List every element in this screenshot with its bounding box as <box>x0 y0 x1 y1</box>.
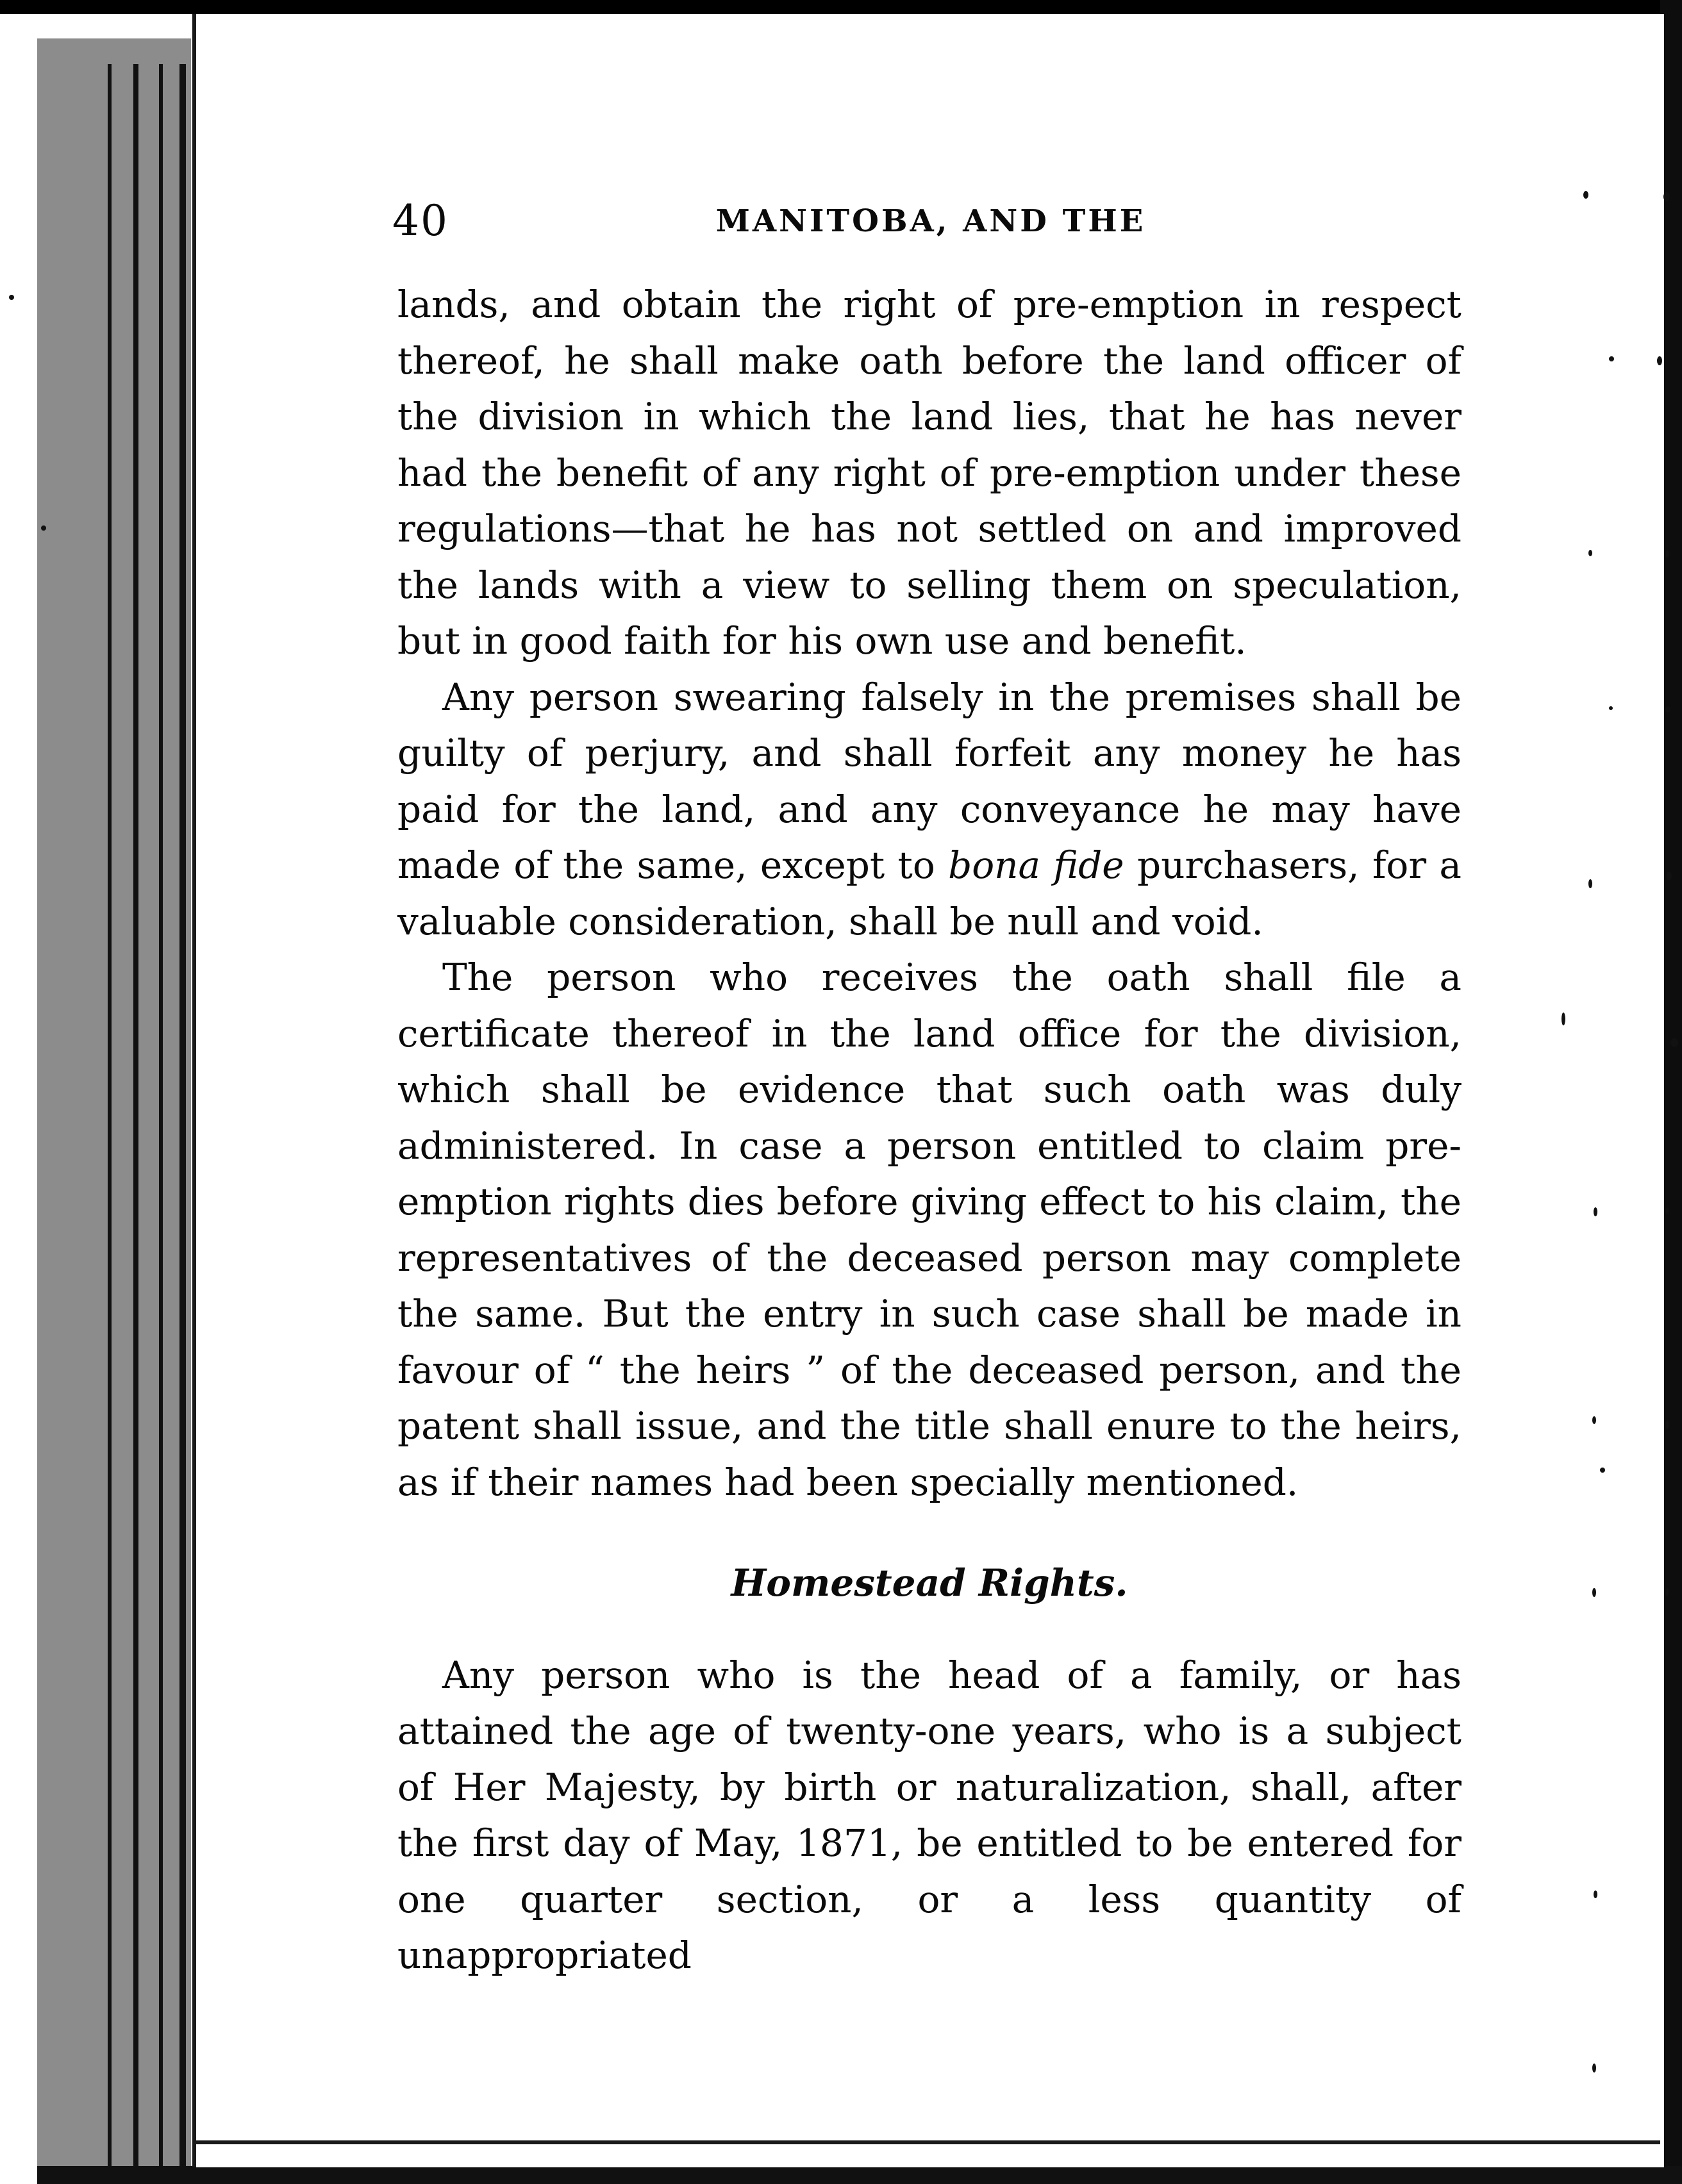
scan-speck <box>1670 1038 1678 1047</box>
section-heading: Homestead Rights. <box>731 1561 1128 1605</box>
scan-speck <box>1592 1588 1596 1597</box>
paragraph: The person who receives the oath shall file a certificate thereof in the land office for the division, which shall be evidence that such oath was duly administered. In case a person entitled to claim pre-emption rights dies before giving effect to his claim, the representatives of the deceased person may complete the same. But the entry in such case shall be made in favour of “ the heirs ” of the deceased person, and the patent shall issue, and the title shall enure to the heirs, as if their names had been specially mentioned. <box>397 956 1461 1504</box>
scan-speck <box>1583 191 1588 199</box>
running-head: MANITOBA, AND THE <box>715 203 1146 239</box>
paragraph-text: Any person swearing falsely in the premises shall be guilty of perjury, and shall forfeit any money he has paid for the land, and any conveyance he may have made of the same, except to <box>397 675 1461 887</box>
paragraph: lands, and obtain the right of pre-emption in respect thereof, he shall make oath before the land officer of the division in which the land lies, that he has never had the benefit of any right of pre-emption under these regulations—that he has not settled on and improved the lands with a view to selling them on speculation, but in good faith for his own use and benefit. <box>397 283 1461 663</box>
page-edge-line <box>159 64 163 2179</box>
scan-speck <box>1594 1890 1597 1898</box>
page-bottom-edge <box>192 2140 1660 2144</box>
italic-phrase: bona fide <box>948 843 1124 887</box>
scan-speck <box>1594 1207 1597 1216</box>
scan-top-border <box>0 0 1682 14</box>
page-stack-edges <box>37 38 191 2166</box>
scan-speck <box>9 295 14 300</box>
scan-speck <box>1592 2064 1596 2072</box>
scan-speck <box>1592 1416 1596 1424</box>
scan-speck <box>1667 872 1672 881</box>
page-number: 40 <box>392 196 449 245</box>
scan-speck <box>1600 1468 1605 1473</box>
scan-speck <box>41 525 46 531</box>
scan-speck <box>1665 1420 1669 1429</box>
page-header <box>392 192 1456 250</box>
scan-speck <box>1665 706 1670 713</box>
scan-speck <box>1657 356 1662 365</box>
paragraph-text: purchasers, for a valuable consideration, shall be null and void. <box>397 843 1461 943</box>
page-edge-line <box>179 64 186 2179</box>
scan-speck <box>1663 192 1670 201</box>
scan-speck <box>1609 356 1614 361</box>
scan-speck <box>1609 706 1613 710</box>
scan-speck <box>1588 550 1592 556</box>
paragraph <box>397 670 1461 950</box>
page-edge-line <box>133 64 138 2179</box>
scan-speck <box>1665 550 1669 558</box>
page-edge-line <box>108 64 112 2179</box>
page-body <box>397 277 1461 1984</box>
scan-bottom-border <box>37 2166 1682 2184</box>
scan-speck <box>1665 1588 1669 1596</box>
scan-speck <box>1561 1013 1565 1025</box>
scan-left-margin <box>0 14 37 2184</box>
scan-speck <box>1588 879 1592 888</box>
scan-speck <box>1665 1207 1669 1214</box>
paragraph: Any person who is the head of a family, or has attained the age of twenty-one years, who is a subject of Her Majesty, by birth or naturalization, shall, after the first day of May, 1871, be entitled to be entered for one quarter section, or a less quantity of unappropriated <box>397 1653 1461 1977</box>
